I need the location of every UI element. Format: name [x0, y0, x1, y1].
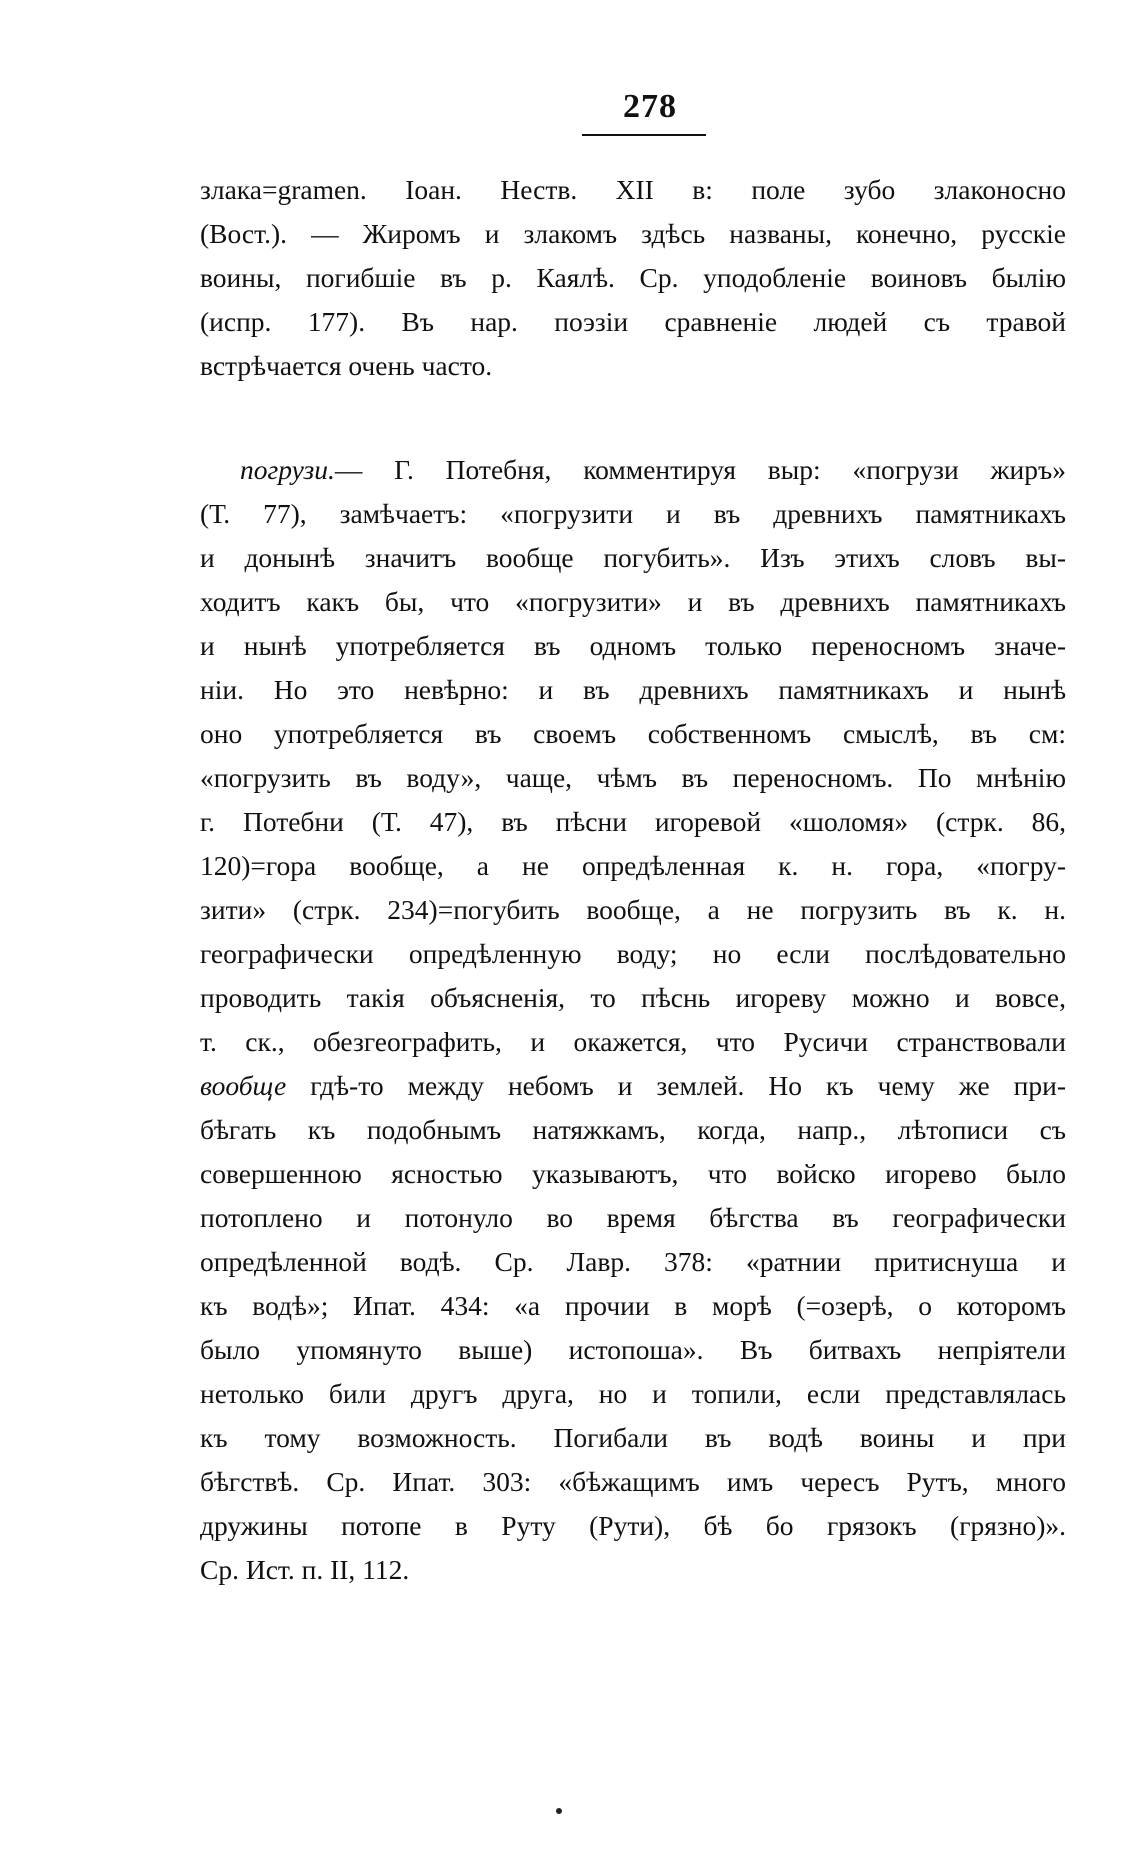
- text-line: г. Потебни (Т. 47), въ пѣсни игоревой «шоломя» (стрк. 86,: [200, 806, 1066, 837]
- text-line: къ тому возможность. Погибали въ водѣ воины и при: [200, 1422, 1066, 1453]
- page-number: 278: [623, 88, 677, 125]
- text-line: оно употребляется въ своемъ собственномъ смыслѣ, въ см:: [200, 718, 1066, 749]
- paragraph-zlak: [200, 168, 1066, 388]
- text-line: къ водѣ»; Ипат. 434: «а прочии в морѣ (=озерѣ, о которомъ: [200, 1290, 1066, 1321]
- text-line: ніи. Но это невѣрно: и въ древнихъ памятникахъ и нынѣ: [200, 674, 1066, 705]
- text-line: бѣгствѣ. Ср. Ипат. 303: «бѣжащимъ имъ чересъ Рутъ, много: [200, 1466, 1066, 1497]
- text-line: зити» (стрк. 234)=погубить вообще, а не погрузить въ к. н.: [200, 894, 1066, 925]
- text-line: (испр. 177). Въ нар. поэзіи сравненіе людей съ травой: [200, 306, 1066, 337]
- text-line-italic-start: [200, 1064, 1066, 1108]
- italic-word: вообще: [200, 1070, 287, 1101]
- text-line: было упомянуто выше) истопоша». Въ битвахъ непріятели: [200, 1334, 1066, 1365]
- headword: погрузи.: [240, 454, 335, 485]
- text-line: «погрузить въ воду», чаще, чѣмъ въ переносномъ. По мнѣнію: [200, 762, 1066, 793]
- text-line: потоплено и потонуло во время бѣгства въ географически: [200, 1202, 1066, 1233]
- text-line: Ср. Ист. п. II, 112.: [200, 1554, 410, 1585]
- text-line: бѣгать къ подобнымъ натяжкамъ, когда, напр., лѣтописи съ: [200, 1114, 1066, 1145]
- text-line: (Вост.). — Жиромъ и злакомъ здѣсь названы, конечно, русскіе: [200, 218, 1066, 249]
- text-line-first: [200, 448, 1066, 492]
- page-number-rule: [582, 134, 706, 136]
- stray-ink-dot: [556, 1808, 562, 1814]
- text-line: и донынѣ значитъ вообще погубить». Изъ этихъ словъ вы-: [200, 542, 1066, 573]
- text-line: опредѣленной водѣ. Ср. Лавр. 378: «ратнии притиснуша и: [200, 1246, 1066, 1277]
- text-line: дружины потопе в Руту (Рути), бѣ бо грязокъ (грязно)».: [200, 1510, 1066, 1541]
- text-line: проводить такія объясненія, то пѣснь игореву можно и вовсе,: [200, 982, 1066, 1013]
- text-line-rest: — Г. Потебня, комментируя выр: «погрузи жиръ»: [334, 454, 1066, 485]
- text-line: географически опредѣленную воду; но если послѣдовательно: [200, 938, 1066, 969]
- text-line: 120)=гора вообще, а не опредѣленная к. н. гора, «погру-: [200, 850, 1066, 881]
- text-line: нетолько били другъ друга, но и топили, если представлялась: [200, 1378, 1066, 1409]
- text-line: совершенною ясностью указываютъ, что войско игорево было: [200, 1158, 1066, 1189]
- text-line: встрѣчается очень часто.: [200, 350, 493, 381]
- text-line: ходитъ какъ бы, что «погрузити» и въ древнихъ памятникахъ: [200, 586, 1066, 617]
- text-line: злака=gramen. Іоан. Неств. XII в: поле зубо злаконосно: [200, 174, 1066, 205]
- text-line: воины, погибшіе въ р. Каялѣ. Ср. уподобленіе воиновъ былію: [200, 262, 1066, 293]
- paragraph-pogruzi: [200, 448, 1066, 1592]
- text-line-rest: гдѣ-то между небомъ и землей. Но къ чему же при-: [310, 1070, 1066, 1101]
- text-line: и нынѣ употребляется въ одномъ только переносномъ значе-: [200, 630, 1066, 661]
- text-line: т. ск., обезгеографить, и окажется, что Русичи странствовали: [200, 1026, 1066, 1057]
- text-line: (Т. 77), замѣчаетъ: «погрузити и въ древнихъ памятникахъ: [200, 498, 1066, 529]
